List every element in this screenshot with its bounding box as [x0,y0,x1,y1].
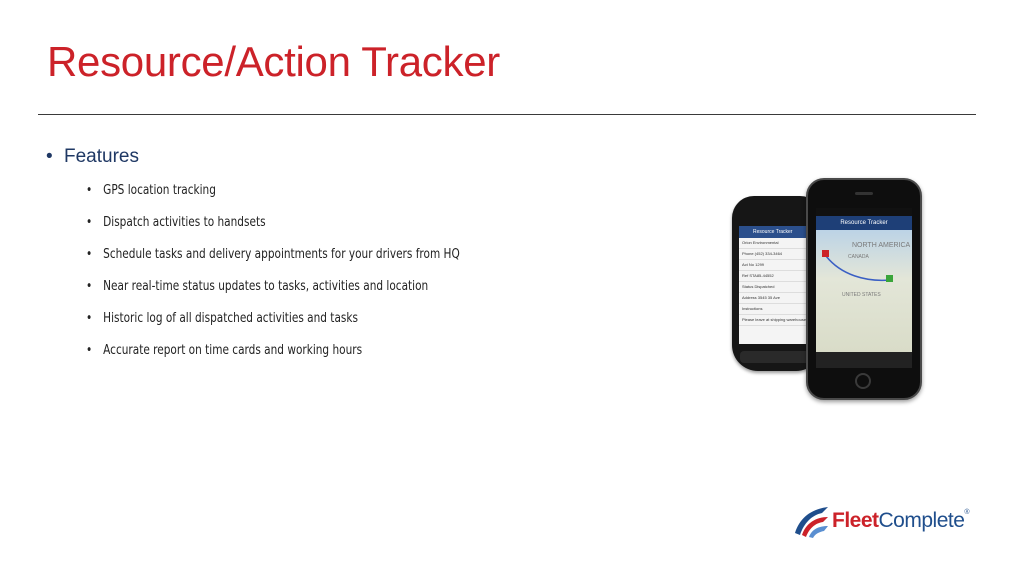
logo-swoosh-icon [792,503,830,539]
bullet-icon: • [86,214,93,230]
list-item-text: Dispatch activities to handsets [103,214,266,230]
list-item-text: Near real-time status updates to tasks, activities and location [103,278,429,294]
list-item [86,214,460,246]
iphone-screen [816,208,912,368]
start-marker-icon [822,250,829,257]
iphone-app-title: Resource Tracker [816,216,912,230]
list-item-text: Accurate report on time cards and working hours [103,342,363,358]
android-nav-buttons [740,351,814,363]
bullet-icon: • [46,146,53,167]
logo-registered-mark: ® [964,509,970,516]
map-view [816,230,912,352]
features-heading-text: Features [64,146,139,167]
route-line [816,230,912,352]
list-item-text: Schedule tasks and delivery appointments for your drivers from HQ [103,246,460,262]
logo-wordmark [832,509,969,533]
map-label: CANADA [848,254,869,260]
android-row: Ref STA85-44552 [739,271,815,282]
list-item [86,246,460,278]
list-item-text: GPS location tracking [103,182,216,198]
list-item [86,182,460,214]
iphone-status-bar [816,208,912,216]
title-divider [38,114,976,115]
slide-title: Resource/Action Tracker [47,38,500,85]
end-marker-icon [886,275,893,282]
bullet-icon: • [86,310,93,326]
android-row: Please leave at shipping warehouse [739,315,815,326]
android-row: Address 3545 35 Ave [739,293,815,304]
map-label: NORTH AMERICA [852,242,911,249]
fleet-complete-logo [792,503,992,539]
iphone-image [806,178,922,400]
list-item [86,278,460,310]
bullet-icon: • [86,182,93,198]
android-row: Instructions [739,304,815,315]
android-row: Act No 1299 [739,260,815,271]
features-heading [46,146,139,168]
android-row: Status Dispatched [739,282,815,293]
iphone-tab-bar [816,352,912,368]
bullet-icon: • [86,342,93,358]
logo-complete-text: Complete [878,509,965,532]
list-item-text: Historic log of all dispatched activities and tasks [103,310,358,326]
android-row: Orion Environmental [739,238,815,249]
bullet-icon: • [86,246,93,262]
home-button-icon [855,373,871,389]
android-row: Phone (452) 334-3464 [739,249,815,260]
android-app-title: Resource Tracker [739,226,815,238]
list-item [86,342,460,374]
logo-fleet-text: Fleet [832,509,879,532]
iphone-speaker [855,192,873,195]
android-phone-screen [739,226,815,344]
bullet-icon: • [86,278,93,294]
list-item [86,310,460,342]
map-label: UNITED STATES [842,292,881,298]
feature-list [86,182,565,374]
